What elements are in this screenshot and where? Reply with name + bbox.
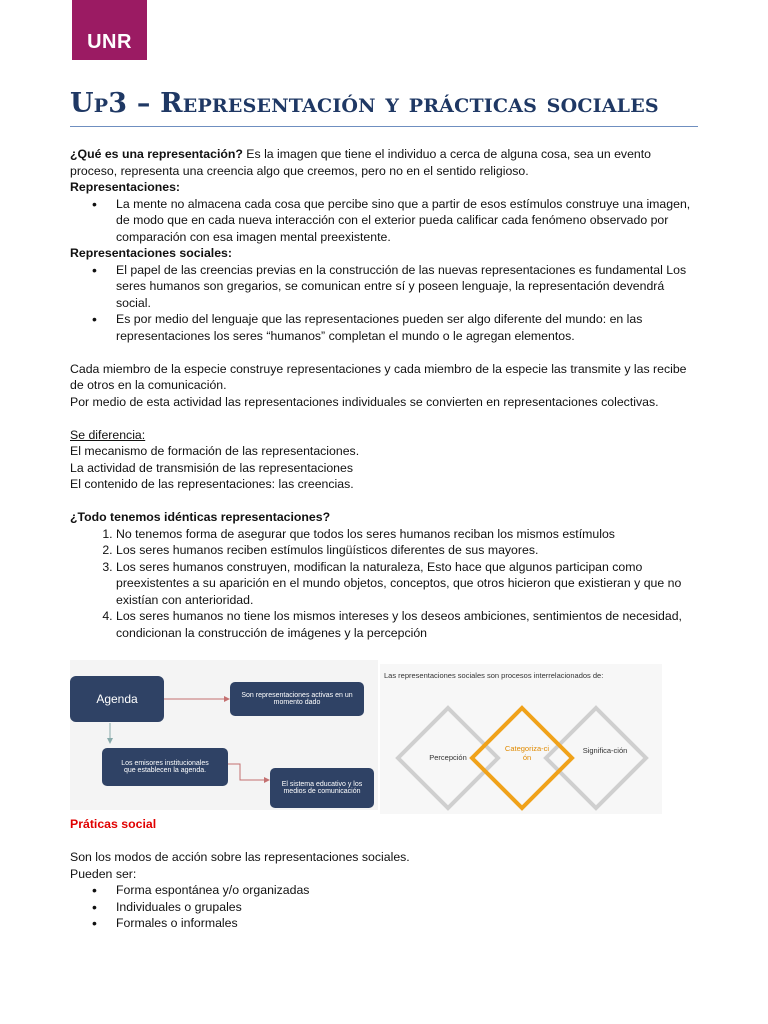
practicas-line: Son los modos de acción sobre las representaciones sociales. — [70, 850, 410, 864]
list-item: • Formales o informales — [116, 915, 700, 932]
spacer — [70, 410, 700, 427]
box-label: El sistema educativo y los medios de comunicación — [281, 781, 363, 795]
spacer — [70, 493, 700, 510]
representaciones-list — [70, 196, 700, 246]
active-representations-box — [230, 682, 364, 716]
practicas-line: Pueden ser: — [70, 866, 137, 881]
agenda-label: Agenda — [96, 692, 138, 706]
list-item: • El papel de las creencias previas en la construcción de las nuevas representaciones es fundamental Los seres humanos son gregarios, se comunican entre sí y poseen lenguaje, la representación devendrá social. — [116, 262, 700, 312]
diferencia-line: La actividad de transmisión de las representaciones — [70, 460, 353, 475]
procesos-diagram — [380, 664, 662, 814]
significacion-label: Significa-ción — [582, 746, 628, 755]
title-underline — [70, 126, 698, 127]
list-item: 1. No tenemos forma de asegurar que todos los seres humanos reciban los mismos estímulos — [116, 526, 700, 543]
emisores-box — [102, 748, 228, 786]
diamonds — [380, 664, 662, 814]
list-item: 3. Los seres humanos construyen, modifican la naturaleza, Esto hace que algunos participan como preexistentes a su aparición en el mundo objetos, conceptos, que otros hicieron que existieran y que no existían con anterioridad. — [116, 559, 700, 609]
paragraph: Cada miembro de la especie construye representaciones y cada miembro de la especie las transmite y las recibe de otros en la comunicación. — [70, 361, 687, 392]
list-item: 2. Los seres humanos reciben estímulos lingüísticos diferentes de sus mayores. — [116, 542, 700, 559]
practicas-heading — [70, 816, 700, 833]
intro-question: ¿Qué es una representación? — [70, 147, 243, 161]
document-body — [70, 146, 700, 641]
percepcion-label: Percepción — [429, 753, 467, 762]
sistema-educativo-box — [270, 768, 374, 808]
categorizacion-label: Categoriza-ción — [504, 744, 550, 762]
representaciones-sociales-list — [70, 262, 700, 345]
diferencia-line: El mecanismo de formación de las representaciones. — [70, 444, 360, 458]
representaciones-heading-text: Representaciones: — [70, 180, 181, 194]
list-item: • Individuales o grupales — [116, 899, 700, 916]
list-item: • La mente no almacena cada cosa que percibe sino que a partir de esos estímulos construye una imagen, de modo que en cada nueva interacción con el exterior pueda calificar cada fenómeno observado por comparación con esa imagen mental preexistente. — [116, 196, 700, 246]
spacer — [70, 344, 700, 361]
agenda-box — [70, 676, 164, 722]
representaciones-sociales-heading — [70, 245, 700, 262]
page-title: Up3 – Representación y prácticas sociales — [70, 88, 659, 119]
arrow-line — [226, 764, 266, 780]
arrow-head — [107, 738, 113, 744]
intro-text: Es la imagen que tiene el individuo a cerca de alguna cosa, sea un evento proceso, representa una creencia algo que creemos, pero no en el sentido religioso. — [70, 147, 652, 178]
list-item: 4. Los seres humanos no tiene los mismos intereses y los deseos ambiciones, sentimientos de necesidad, condicionan la construcción de imágenes y la percepción — [116, 608, 700, 641]
identicas-list — [70, 526, 700, 642]
practicas-heading-text: Práticas social — [70, 817, 157, 831]
spacer — [70, 833, 700, 850]
box-label: Los emisores institucionales que establecen la agenda. — [121, 760, 209, 774]
list-item: • Forma espontánea y/o organizadas — [116, 882, 700, 899]
unr-logo — [72, 0, 147, 60]
diferencia-line: El contenido de las representaciones: las creencias. — [70, 477, 354, 491]
diferencia-heading-text: Se diferencia: — [70, 427, 146, 442]
box-label: Son representaciones activas en un momento dado — [241, 692, 353, 706]
representaciones-heading — [70, 179, 700, 196]
logo-text: UNR — [87, 31, 132, 53]
identicas-heading-text: ¿Todo tenemos idénticas representaciones? — [70, 510, 331, 524]
paragraph: Por medio de esta actividad las representaciones individuales se convierten en representaciones colectivas. — [70, 394, 659, 409]
practicas-section — [70, 816, 700, 932]
diamond-significacion — [546, 708, 646, 808]
representaciones-sociales-heading-text: Representaciones sociales: — [70, 246, 232, 260]
diagram-caption: Las representaciones sociales son procesos interrelacionados de: — [384, 671, 604, 680]
agenda-diagram — [70, 660, 378, 810]
intro-paragraph — [70, 146, 700, 179]
list-item: • Es por medio del lenguaje que las representaciones pueden ser algo diferente del mundo: en las representaciones los seres “humanos” completan el mundo o le agregan elementos. — [116, 311, 700, 344]
diferencia-heading — [70, 427, 700, 444]
identicas-heading — [70, 509, 700, 526]
practicas-list — [70, 882, 700, 932]
